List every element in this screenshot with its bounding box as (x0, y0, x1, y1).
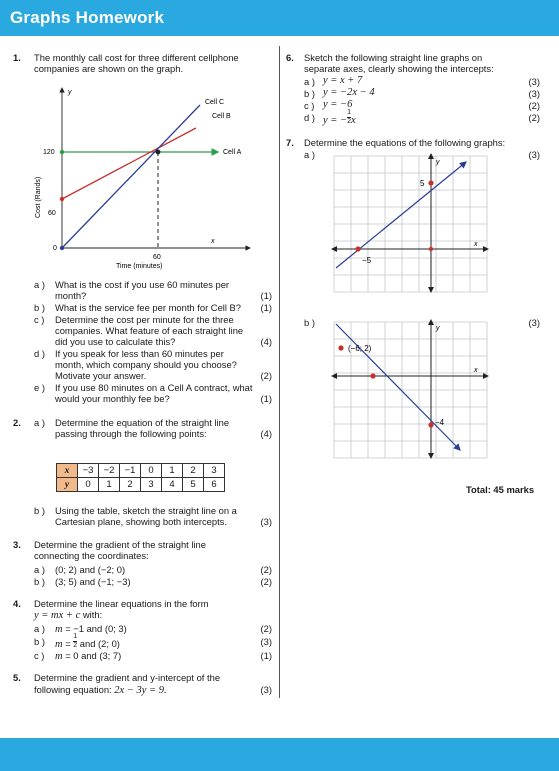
q5-text-2: following equation: 2x − 3y = 9. (34, 684, 167, 696)
table-cell: 0 (141, 464, 162, 478)
table-cell: 5 (183, 478, 204, 492)
q7b-graph (330, 318, 490, 462)
q4-text-2: y = mx + c with: (34, 609, 103, 621)
q6b-label: b ) (304, 88, 315, 99)
table-cell: 2 (120, 478, 141, 492)
table-cell: 1 (99, 478, 120, 492)
table-cell: 0 (78, 478, 99, 492)
total-marks: Total: 45 marks (466, 484, 535, 495)
q2b-marks: (3) (260, 516, 272, 527)
q1-x-axis-letter: x (211, 238, 215, 245)
q3b-text: (3; 5) and (−1; −3) (55, 576, 131, 587)
q7b-grid (334, 322, 487, 458)
q1-point-a-intercept (60, 150, 64, 154)
q6d-equation: y = − $\frac{1}{2}$ x (323, 109, 356, 126)
q7-text-1: Determine the equations of the following graphs: (304, 137, 506, 148)
q7b-point-label: (−6; 2) (348, 344, 372, 353)
table-cell: 4 (162, 478, 183, 492)
q1-text-line2: companies are shown on the graph. (34, 63, 184, 74)
q3-number: 3. (13, 539, 21, 550)
q1c-text-2: companies. What feature of each straight line (55, 325, 244, 336)
q4b-label: b ) (34, 636, 45, 647)
q7b-line (336, 324, 460, 450)
q7a-grid (334, 156, 487, 292)
q4a-label: a ) (34, 623, 45, 634)
q1d-marks: (2) (260, 370, 272, 381)
q1-y-axis-label: Cost (Rands) (35, 176, 42, 218)
q1a-text-1: What is the cost if you use 60 minutes per (55, 279, 230, 290)
q7a-label: a ) (304, 149, 315, 160)
q1b-marks: (1) (260, 302, 272, 313)
q7a-y-label: y (436, 159, 440, 166)
q7b-marks: (3) (528, 317, 540, 328)
table-cell: 2 (183, 464, 204, 478)
q7a-y-intercept-label: 5 (420, 179, 425, 188)
q6b-marks: (3) (528, 88, 540, 99)
page-title: Graphs Homework (10, 8, 165, 27)
q2a-label: a ) (34, 417, 45, 428)
q6-number: 6. (286, 52, 294, 63)
q1c-text-1: Determine the cost per minute for the three (55, 314, 234, 325)
table-cell: 1 (162, 464, 183, 478)
q3a-label: a ) (34, 564, 45, 575)
q2b-label: b ) (34, 505, 45, 516)
q1-y-axis-letter: y (68, 89, 72, 96)
table-cell: −1 (120, 464, 141, 478)
table-cell: 3 (141, 478, 162, 492)
column-divider (279, 46, 280, 698)
q3a-marks: (2) (260, 564, 272, 575)
q4b-text: m = $\frac{1}{2}$ and (2; 0) (55, 633, 120, 650)
q5-marks: (3) (260, 684, 272, 695)
q3a-text: (0; 2) and (−2; 0) (55, 564, 126, 575)
q1-tick-60-y: 60 (48, 210, 56, 217)
q6d-label: d ) (304, 112, 315, 123)
q1c-marks: (4) (260, 336, 272, 347)
q7b-x-intercept-point (370, 373, 375, 378)
q6c-label: c ) (304, 100, 315, 111)
q3-text-2: connecting the coordinates: (34, 550, 149, 561)
q6a-marks: (3) (528, 76, 540, 87)
q1-point-b-intercept (60, 197, 64, 201)
q1-cost-graph (28, 82, 268, 274)
footer-bar (0, 738, 559, 771)
q1a-marks: (1) (260, 290, 272, 301)
table-row-y (57, 478, 225, 492)
q7a-origin-point (429, 247, 433, 251)
q7b-x-label: x (474, 367, 478, 374)
q6d-marks: (2) (528, 112, 540, 123)
q6-text-1: Sketch the following straight line graphs on (304, 52, 483, 63)
q7a-x-label: x (474, 241, 478, 248)
table-cell: −3 (78, 464, 99, 478)
q1e-text-1: If you use 80 minutes on a Cell A contract, what (55, 382, 253, 393)
q1d-text-3: Motivate your answer. (55, 370, 147, 381)
q7a-line (336, 162, 466, 268)
q7b-y-intercept-point (428, 422, 433, 427)
q6b-equation: y = −2x − 4 (323, 87, 375, 98)
q4c-label: c ) (34, 650, 45, 661)
q2a-text-2: passing through the following points: (55, 428, 207, 439)
q7a-marks: (3) (528, 149, 540, 160)
q1e-label: e ) (34, 382, 45, 393)
q4c-text: m = 0 and (3; 7) (55, 650, 122, 662)
q5-equation: 2x − 3y = 9. (114, 685, 167, 696)
q7b-y-label: y (436, 325, 440, 332)
q1d-text-1: If you speak for less than 60 minutes per (55, 348, 224, 359)
q7a-y-intercept-point (428, 180, 433, 185)
q7b-label: b ) (304, 317, 315, 328)
q1-line-cell-c (62, 105, 200, 248)
q1-x-axis-label: Time (minutes) (116, 263, 163, 270)
q1-text-line1: The monthly call cost for three different cellphone (34, 52, 239, 63)
q6a-equation: y = x + 7 (323, 75, 363, 86)
q1b-text-1: What is the service fee per month for Cell B? (55, 302, 242, 313)
q1d-text-2: month, which company should you choose? (55, 359, 237, 370)
q1-label-cell-a: Cell A (223, 149, 242, 156)
q1-label-cell-c: Cell C (205, 99, 225, 106)
table-head-x: x (57, 464, 78, 478)
q1e-marks: (1) (260, 393, 272, 404)
q5-number: 5. (13, 672, 21, 683)
q2a-marks: (4) (260, 428, 272, 439)
q2b-text-2: Cartesian plane, showing both intercepts. (55, 516, 227, 527)
q3b-marks: (2) (260, 576, 272, 587)
q7b-y-intercept-label: −4 (435, 418, 445, 427)
q1c-text-3: did you use to calculate this? (55, 336, 176, 347)
table-cell: −2 (99, 464, 120, 478)
q4-number: 4. (13, 598, 21, 609)
q2-xy-table (56, 463, 225, 492)
q1-number: 1. (13, 52, 21, 63)
q7b-point (338, 345, 343, 350)
header-bar (0, 0, 559, 36)
q1a-label: a ) (34, 279, 45, 290)
q4-text-1: Determine the linear equations in the form (34, 598, 209, 609)
q3-text-1: Determine the gradient of the straight line (34, 539, 206, 550)
q7a-x-intercept-label: −5 (362, 256, 372, 265)
table-cell: 6 (204, 478, 225, 492)
q2-number: 2. (13, 417, 21, 428)
q4c-marks: (1) (260, 650, 272, 661)
q1e-text-2: would your monthly fee be? (55, 393, 170, 404)
q1c-label: c ) (34, 314, 45, 325)
q1-tick-120: 120 (43, 149, 55, 156)
q1-point-origin (60, 246, 64, 250)
q2b-text-1: Using the table, sketch the straight line on a (55, 505, 237, 516)
q1-label-cell-b: Cell B (212, 113, 231, 120)
q7a-x-intercept-point (355, 246, 360, 251)
q6-text-2: separate axes, clearly showing the intercepts: (304, 63, 494, 74)
q4-form-equation: y = mx + c (34, 610, 81, 621)
q1-tick-0: 0 (53, 245, 57, 252)
table-cell: 3 (204, 464, 225, 478)
q6a-label: a ) (304, 76, 315, 87)
q4b-marks: (3) (260, 636, 272, 647)
q7a-graph (330, 152, 490, 296)
q6c-equation: y = −6 (323, 99, 353, 110)
q1d-label: d ) (34, 348, 45, 359)
q7-number: 7. (286, 137, 294, 148)
q1-line-cell-b (62, 128, 196, 199)
q1-tick-60-x: 60 (153, 254, 161, 261)
q1a-text-2: month? (55, 290, 87, 301)
q4a-text: m = −1 and (0; 3) (55, 623, 127, 635)
table-head-y: y (57, 478, 78, 492)
q2a-text-1: Determine the equation of the straight line (55, 417, 230, 428)
q4a-marks: (2) (260, 623, 272, 634)
q1-point-intersection (156, 150, 161, 155)
q5-text-1: Determine the gradient and y-intercept of the (34, 672, 221, 683)
q1b-label: b ) (34, 302, 45, 313)
q6c-marks: (2) (528, 100, 540, 111)
q3b-label: b ) (34, 576, 45, 587)
table-row-x (57, 464, 225, 478)
